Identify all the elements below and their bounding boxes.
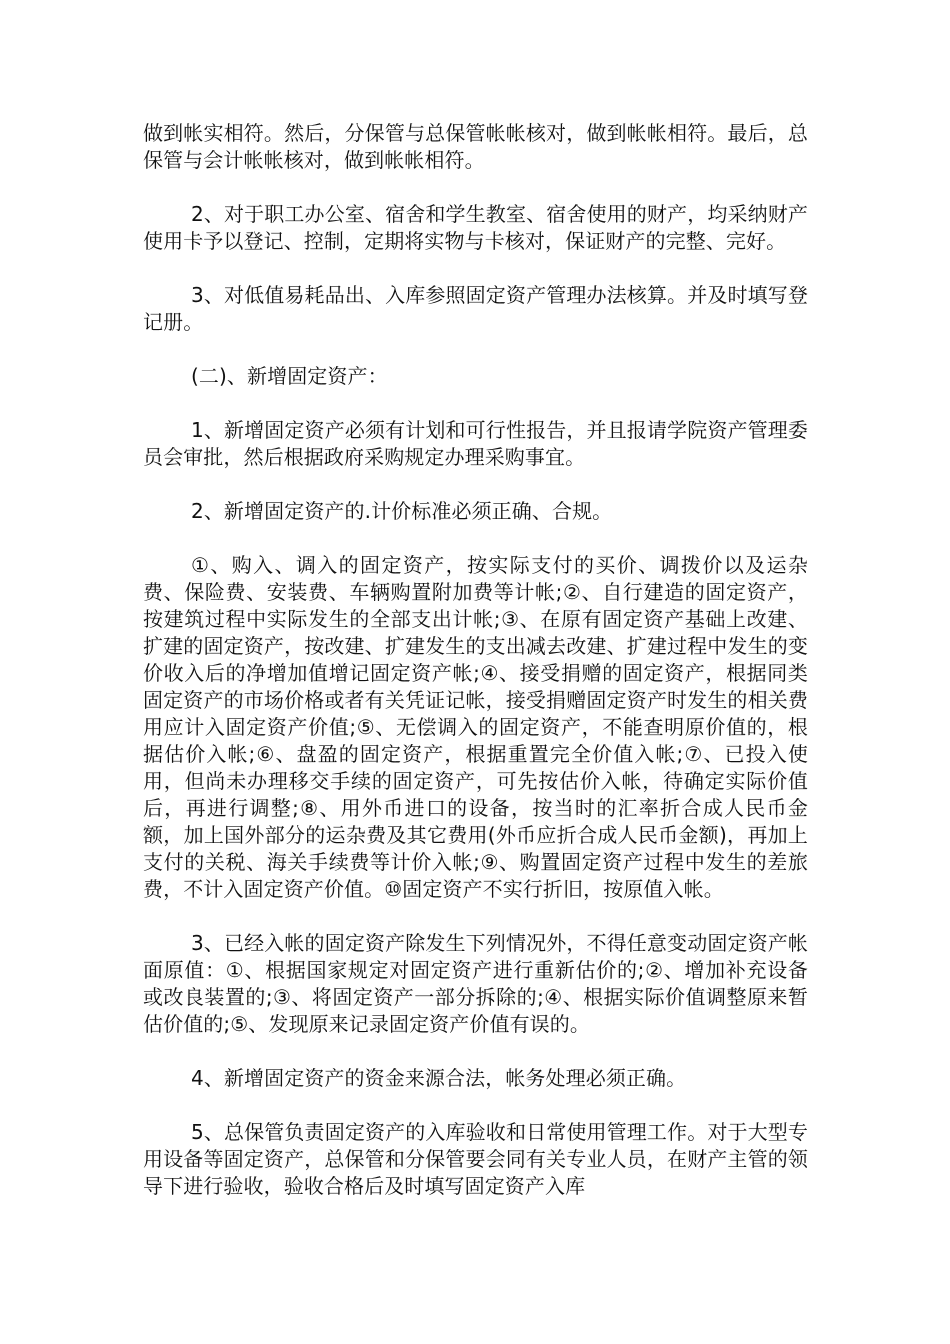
paragraph-item-3-low-value-goods: 3、对低值易耗品出、入库参照固定资产管理办法核算。并及时填写登记册。 [143,283,808,334]
paragraph-item-4-fund-source: 4、新增固定资产的资金来源合法，帐务处理必须正确。 [191,1066,687,1090]
paragraph-item-3-book-value-changes: 3、已经入帐的固定资产除发生下列情况外，不得任意变动固定资产帐面原值：①、根据国家规定对固定资产进行重新估价的;②、增加补充设备或改良装置的;③、将固定资产一部分拆除的;④、根据实际价值调整原来暂估价值的;⑤、发现原来记录固定资产价值有误的。 [143,931,808,1036]
paragraph-continuation: 做到帐实相符。然后，分保管与总保管帐帐核对，做到帐帐相符。最后，总保管与会计帐帐核对，做到帐帐相符。 [143,121,808,172]
document-body [143,120,808,1227]
paragraph-valuation-rules: ①、购入、调入的固定资产，按实际支付的买价、调拨价以及运杂费、保险费、安装费、车辆购置附加费等计帐;②、自行建造的固定资产，按建筑过程中实际发生的全部支出计帐;③、在原有固定资产基础上改建、扩建的固定资产，按改建、扩建发生的支出减去改建、扩建过程中发生的变价收入后的净增加值增记固定资产帐;④、接受捐赠的固定资产，根据同类固定资产的市场价格或者有关凭证记帐，接受捐赠固定资产时发生的相关费用应计入固定资产价值;⑤、无偿调入的固定资产，不能查明原价值的，根据估价入帐;⑥、盘盈的固定资产，根据重置完全价值入帐;⑦、已投入使用，但尚未办理移交手续的固定资产，可先按估价入帐，待确定实际价值后，再进行调整;⑧、用外币进口的设备，按当时的汇率折合成人民币金额，加上国外部分的运杂费及其它费用(外币应折合成人民币金额)，再加上支付的关税、海关手续费等计价入帐;⑨、购置固定资产过程中发生的差旅费，不计入固定资产价值。⑩固定资产不实行折旧，按原值入帐。 [143,553,808,901]
section-heading-new-fixed-assets: (二)、新增固定资产： [191,364,388,388]
paragraph-item-1-plan-and-approval: 1、新增固定资产必须有计划和可行性报告，并且报请学院资产管理委员会审批，然后根据政府采购规定办理采购事宜。 [143,418,808,469]
paragraph-item-2-property-cards: 2、对于职工办公室、宿舍和学生教室、宿舍使用的财产，均采纳财产使用卡予以登记、控制，定期将实物与卡核对，保证财产的完整、完好。 [143,202,808,253]
paragraph-item-5-acceptance: 5、总保管负责固定资产的入库验收和日常使用管理工作。对于大型专用设备等固定资产，总保管和分保管要会同有关专业人员，在财产主管的领导下进行验收，验收合格后及时填写固定资产入库 [143,1120,808,1198]
paragraph-item-2-pricing-standard: 2、新增固定资产的.计价标准必须正确、合规。 [191,499,613,523]
